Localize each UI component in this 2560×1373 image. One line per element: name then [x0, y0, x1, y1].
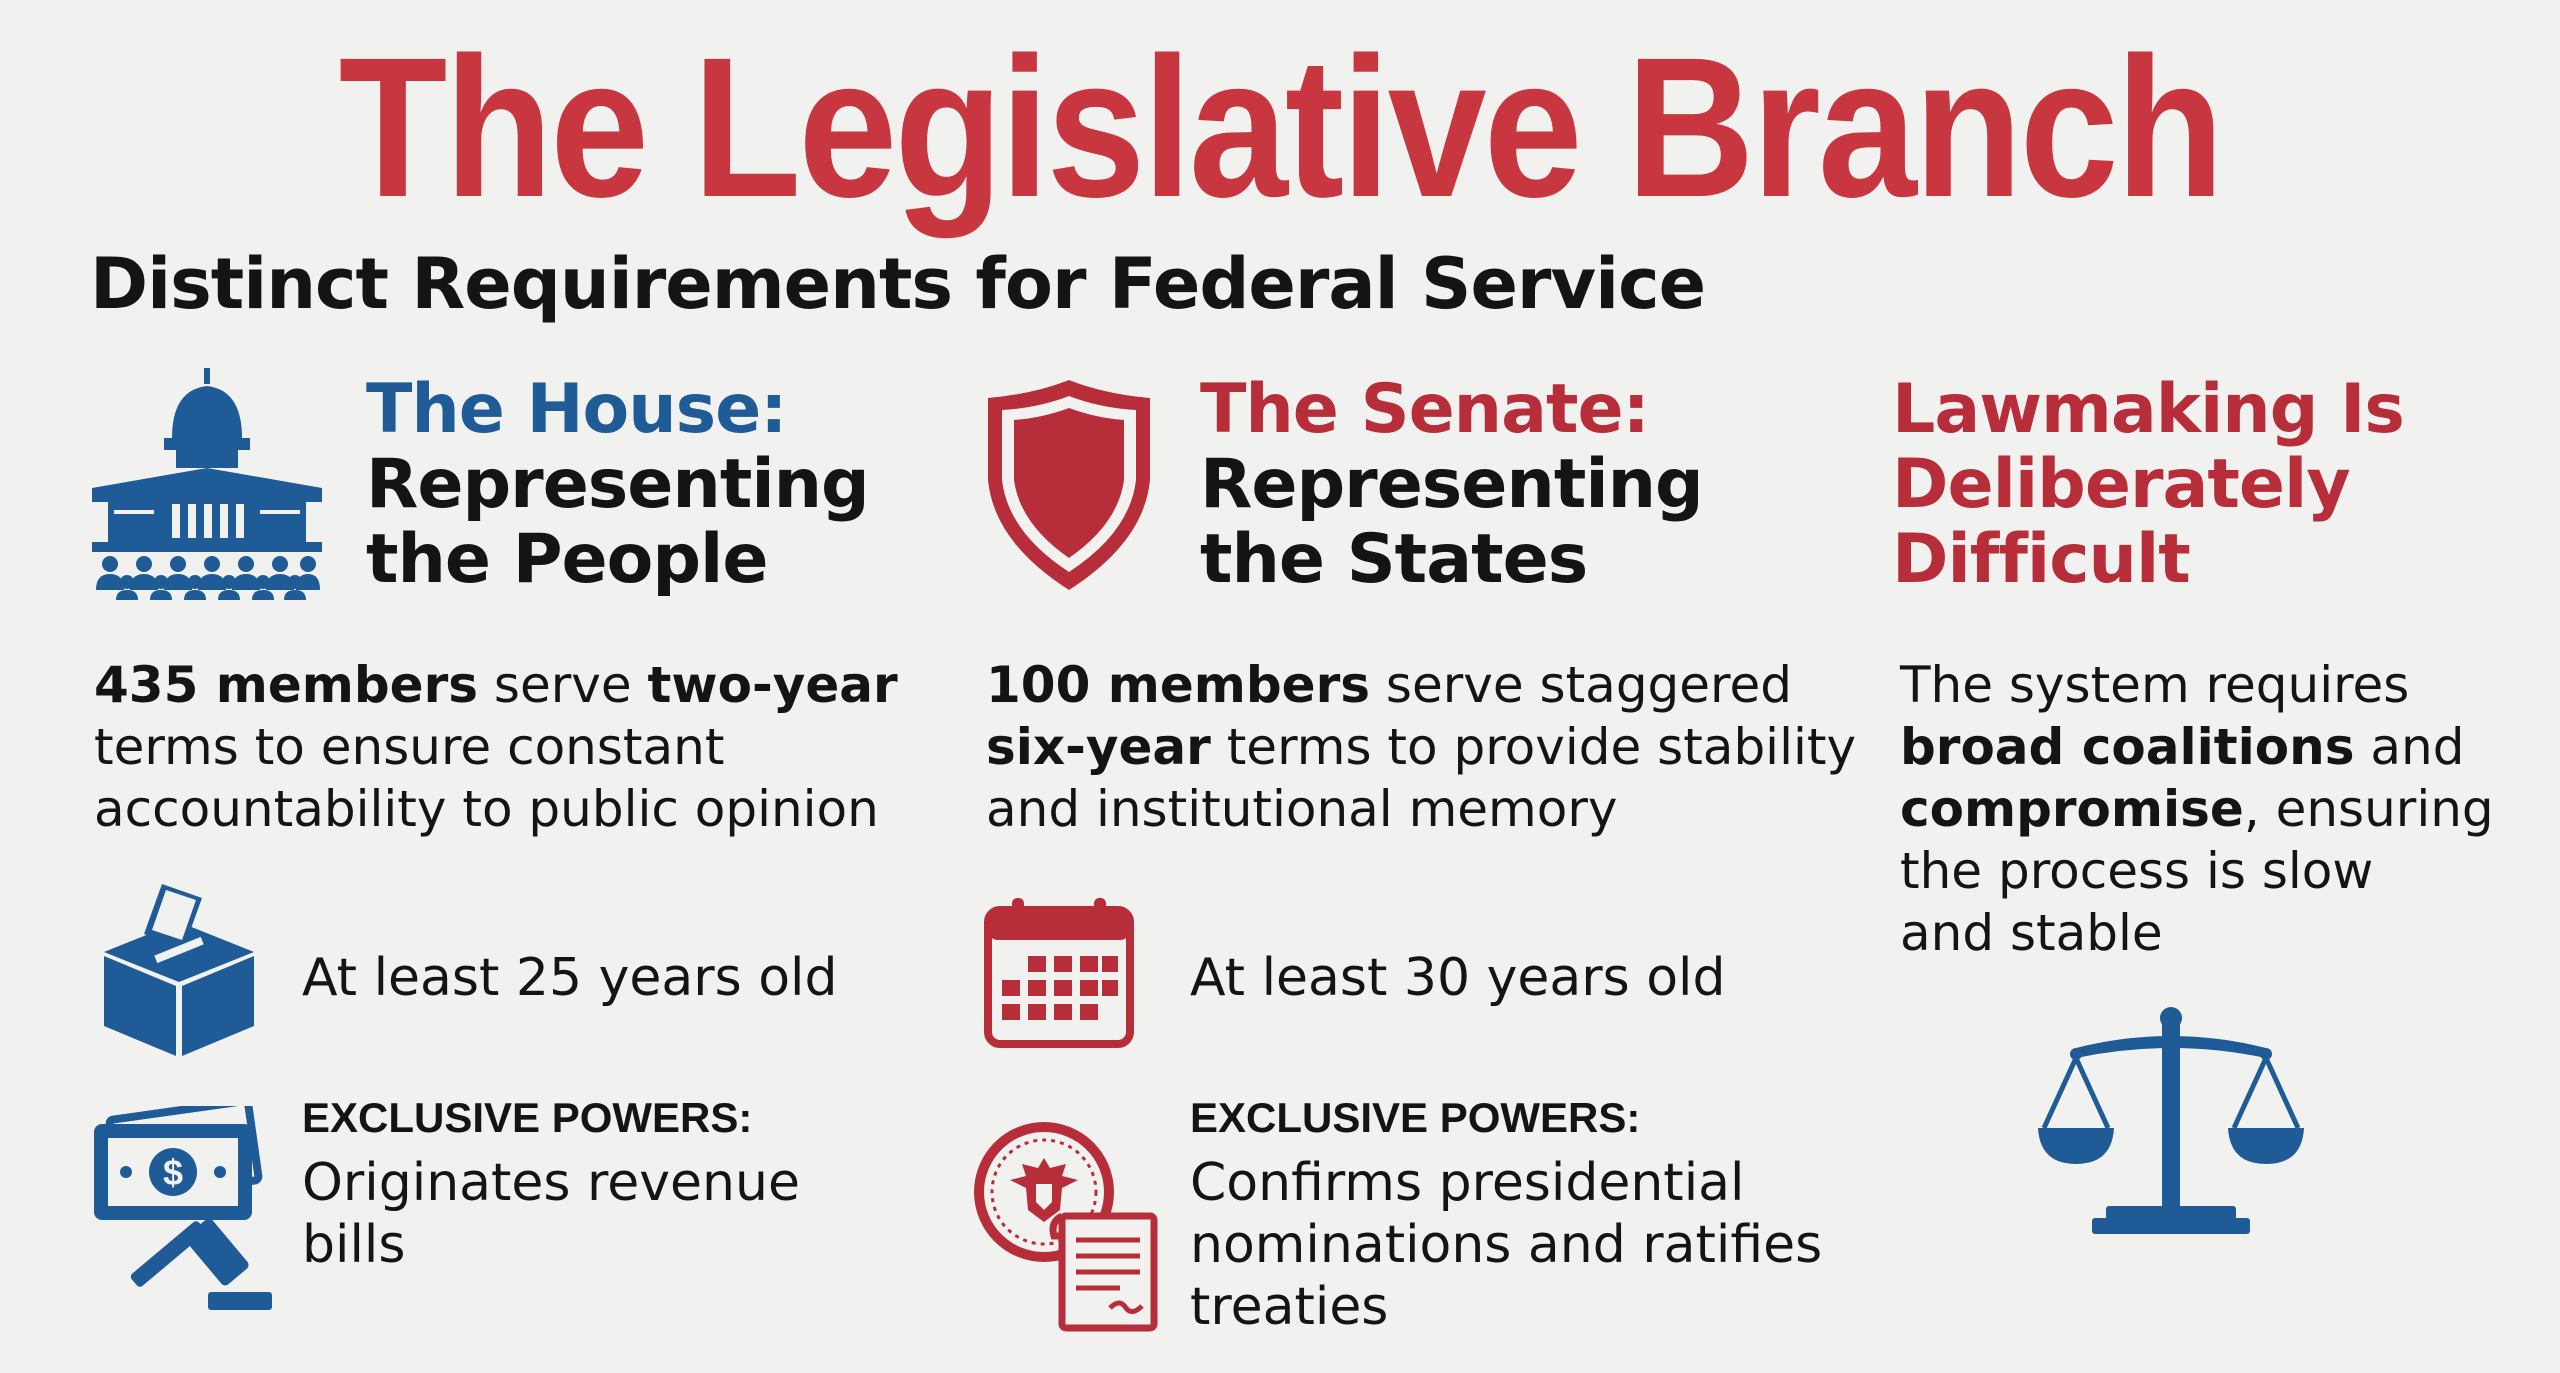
house-heading-line2: the People — [366, 520, 768, 599]
scales-of-justice-icon — [2036, 1004, 2306, 1236]
ballot-box-icon — [104, 882, 254, 1056]
senate-heading-label: The Senate: — [1200, 370, 1649, 449]
house-age-requirement: At least 25 years old — [302, 948, 838, 1008]
senate-powers-label: EXCLUSIVE POWERS: — [1190, 1094, 1641, 1141]
house-members-text: 435 members serve two-year terms to ensure constant accountability to public opinion — [94, 656, 898, 838]
senate-heading-line2: the States — [1200, 520, 1588, 599]
shield-icon — [984, 376, 1154, 594]
house-heading — [366, 372, 869, 597]
house-powers-label: EXCLUSIVE POWERS: — [302, 1094, 753, 1141]
house-heading-label: The House: — [366, 370, 787, 449]
money-gavel-icon — [84, 1106, 284, 1312]
senate-heading — [1200, 372, 1703, 597]
calendar-icon — [984, 898, 1134, 1048]
senate-age-requirement: At least 30 years old — [1190, 948, 1726, 1008]
house-heading-line1: Representing — [366, 445, 869, 524]
capitol-building-with-people-icon — [92, 368, 322, 600]
senate-heading-line1: Representing — [1200, 445, 1703, 524]
senate-powers-text: Confirms presidential nominations and ratifies treaties — [1190, 1153, 1823, 1337]
lawmaking-text: The system requires broad coalitions and compromise, ensuring the process is slow and stable — [1900, 656, 2494, 962]
senate-members-count: 100 members — [986, 656, 1371, 714]
page-title: The Legislative Branch — [338, 15, 2222, 239]
house-term: two-year — [647, 656, 898, 714]
lawmaking-heading: Lawmaking Is Deliberately Difficult — [1892, 370, 2404, 599]
house-powers-text: Originates revenue bills — [302, 1153, 800, 1275]
senate-members-text: 100 members serve staggered six-year terms to provide stability and institutional memory — [986, 656, 1857, 838]
house-members-count: 435 members — [94, 656, 479, 714]
seal-and-treaty-scroll-icon — [970, 1118, 1170, 1336]
svg-text:$: $ — [162, 1152, 184, 1193]
page-subtitle: Distinct Requirements for Federal Service — [90, 243, 1706, 325]
senate-term: six-year — [986, 718, 1211, 776]
